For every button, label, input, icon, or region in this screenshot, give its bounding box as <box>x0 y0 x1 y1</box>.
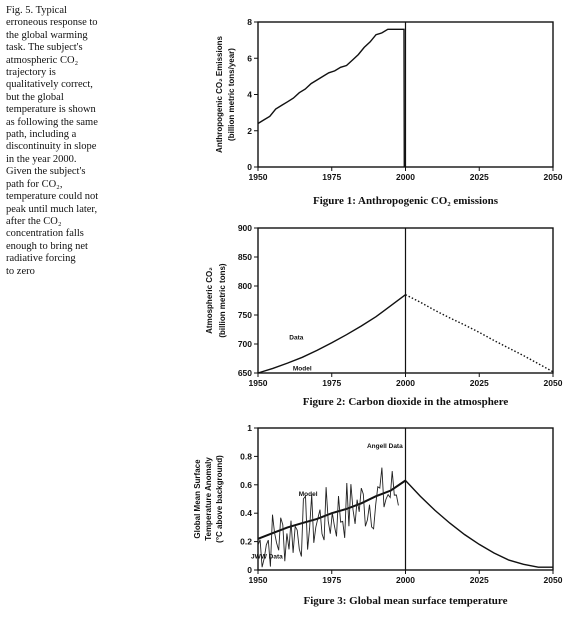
caption-line: in the year 2000. <box>6 153 77 165</box>
annotation-label: Angell Data <box>366 442 403 450</box>
y-axis-label: (billion metric tons) <box>218 263 227 338</box>
y-tick-label: 0 <box>247 162 252 172</box>
annotation-label: Data <box>289 334 304 342</box>
x-tick-label: 2050 <box>543 575 563 585</box>
y-tick-label: 900 <box>237 223 252 233</box>
y-tick-label: 2 <box>247 125 252 136</box>
caption-line: but the global <box>6 91 64 103</box>
chart-title: Figure 2: Carbon dioxide in the atmosphere <box>302 396 509 408</box>
caption-line: temperature is shown <box>6 104 96 116</box>
caption-line: path for CO₂, <box>6 178 63 190</box>
caption-line: Given the subject's <box>6 166 86 178</box>
y-tick-label: 0.6 <box>240 479 252 490</box>
y-tick-label: 0.2 <box>240 536 252 547</box>
x-tick-label: 1975 <box>322 378 342 388</box>
caption-line: qualitatively correct, <box>6 79 93 91</box>
caption-line: after the CO₂ <box>6 215 62 227</box>
y-axis-label: Temperature Anomaly <box>204 457 213 541</box>
annotation-label: Model <box>298 491 318 499</box>
chart-1 <box>215 17 563 207</box>
x-tick-label: 2025 <box>469 378 489 388</box>
chart-2 <box>205 223 563 408</box>
x-tick-label: 1975 <box>322 172 342 182</box>
caption-line: enough to bring net <box>6 240 88 252</box>
caption-line: atmospheric CO₂ <box>6 54 79 66</box>
x-tick-label: 2000 <box>396 575 415 585</box>
caption-line: task. The subject's <box>6 42 83 54</box>
caption-line: path, including a <box>6 129 77 141</box>
x-tick-label: 2000 <box>396 172 415 182</box>
x-tick-label: 1950 <box>248 172 268 182</box>
x-tick-label: 2050 <box>543 378 563 388</box>
caption-line: discontinuity in slope <box>6 141 97 153</box>
y-tick-label: 850 <box>237 252 252 262</box>
caption-line: erroneous response to <box>6 17 98 29</box>
series-line <box>258 29 404 167</box>
x-tick-label: 2000 <box>396 378 415 388</box>
caption-line: trajectory is <box>6 67 56 79</box>
caption-line: radiative forcing <box>6 253 76 265</box>
y-tick-label: 800 <box>237 281 252 291</box>
y-axis-label: (billion metric tons/year) <box>227 48 236 141</box>
y-tick-label: 650 <box>237 368 252 378</box>
y-tick-label: 0 <box>247 565 252 575</box>
y-tick-label: 6 <box>247 53 252 64</box>
x-tick-label: 2050 <box>543 172 563 182</box>
y-tick-label: 1 <box>247 423 252 433</box>
caption-line: the global warming <box>6 29 88 41</box>
y-tick-label: 0.8 <box>240 451 252 462</box>
caption-line: to zero <box>6 265 35 277</box>
chart-title: Figure 3: Global mean surface temperature <box>303 595 508 607</box>
y-tick-label: 750 <box>237 310 252 320</box>
caption-line: concentration falls <box>6 228 84 240</box>
x-tick-label: 1950 <box>248 575 268 585</box>
chart-3 <box>193 423 563 607</box>
y-tick-label: 4 <box>247 89 252 100</box>
series-line <box>406 295 554 372</box>
caption-line: Fig. 5. Typical <box>6 5 67 16</box>
series-line <box>258 295 406 373</box>
series-line <box>406 481 554 568</box>
annotation-label: Model <box>292 365 312 373</box>
x-tick-label: 2025 <box>469 172 489 182</box>
x-tick-label: 2025 <box>469 575 489 585</box>
x-tick-label: 1950 <box>248 378 268 388</box>
x-tick-label: 1975 <box>322 575 342 585</box>
y-axis-label: Atmospheric CO₂ <box>205 267 214 334</box>
y-axis-label: Global Mean Surface <box>193 459 202 539</box>
y-tick-label: 0.4 <box>240 508 252 519</box>
annotation-label: JWW Data <box>250 553 283 561</box>
y-tick-label: 8 <box>247 17 252 27</box>
y-tick-label: 700 <box>237 339 252 349</box>
observed-data-trace <box>258 468 398 568</box>
chart-title: Figure 1: Anthropogenic CO₂ emissions <box>312 195 499 207</box>
y-axis-label: (°C above background) <box>215 455 224 543</box>
caption-line: temperature could not <box>6 191 99 203</box>
caption-line: peak until much later, <box>6 203 98 215</box>
y-axis-label: Anthropogenic CO₂ Emissions <box>215 36 224 153</box>
caption-line: as following the same <box>6 116 98 128</box>
